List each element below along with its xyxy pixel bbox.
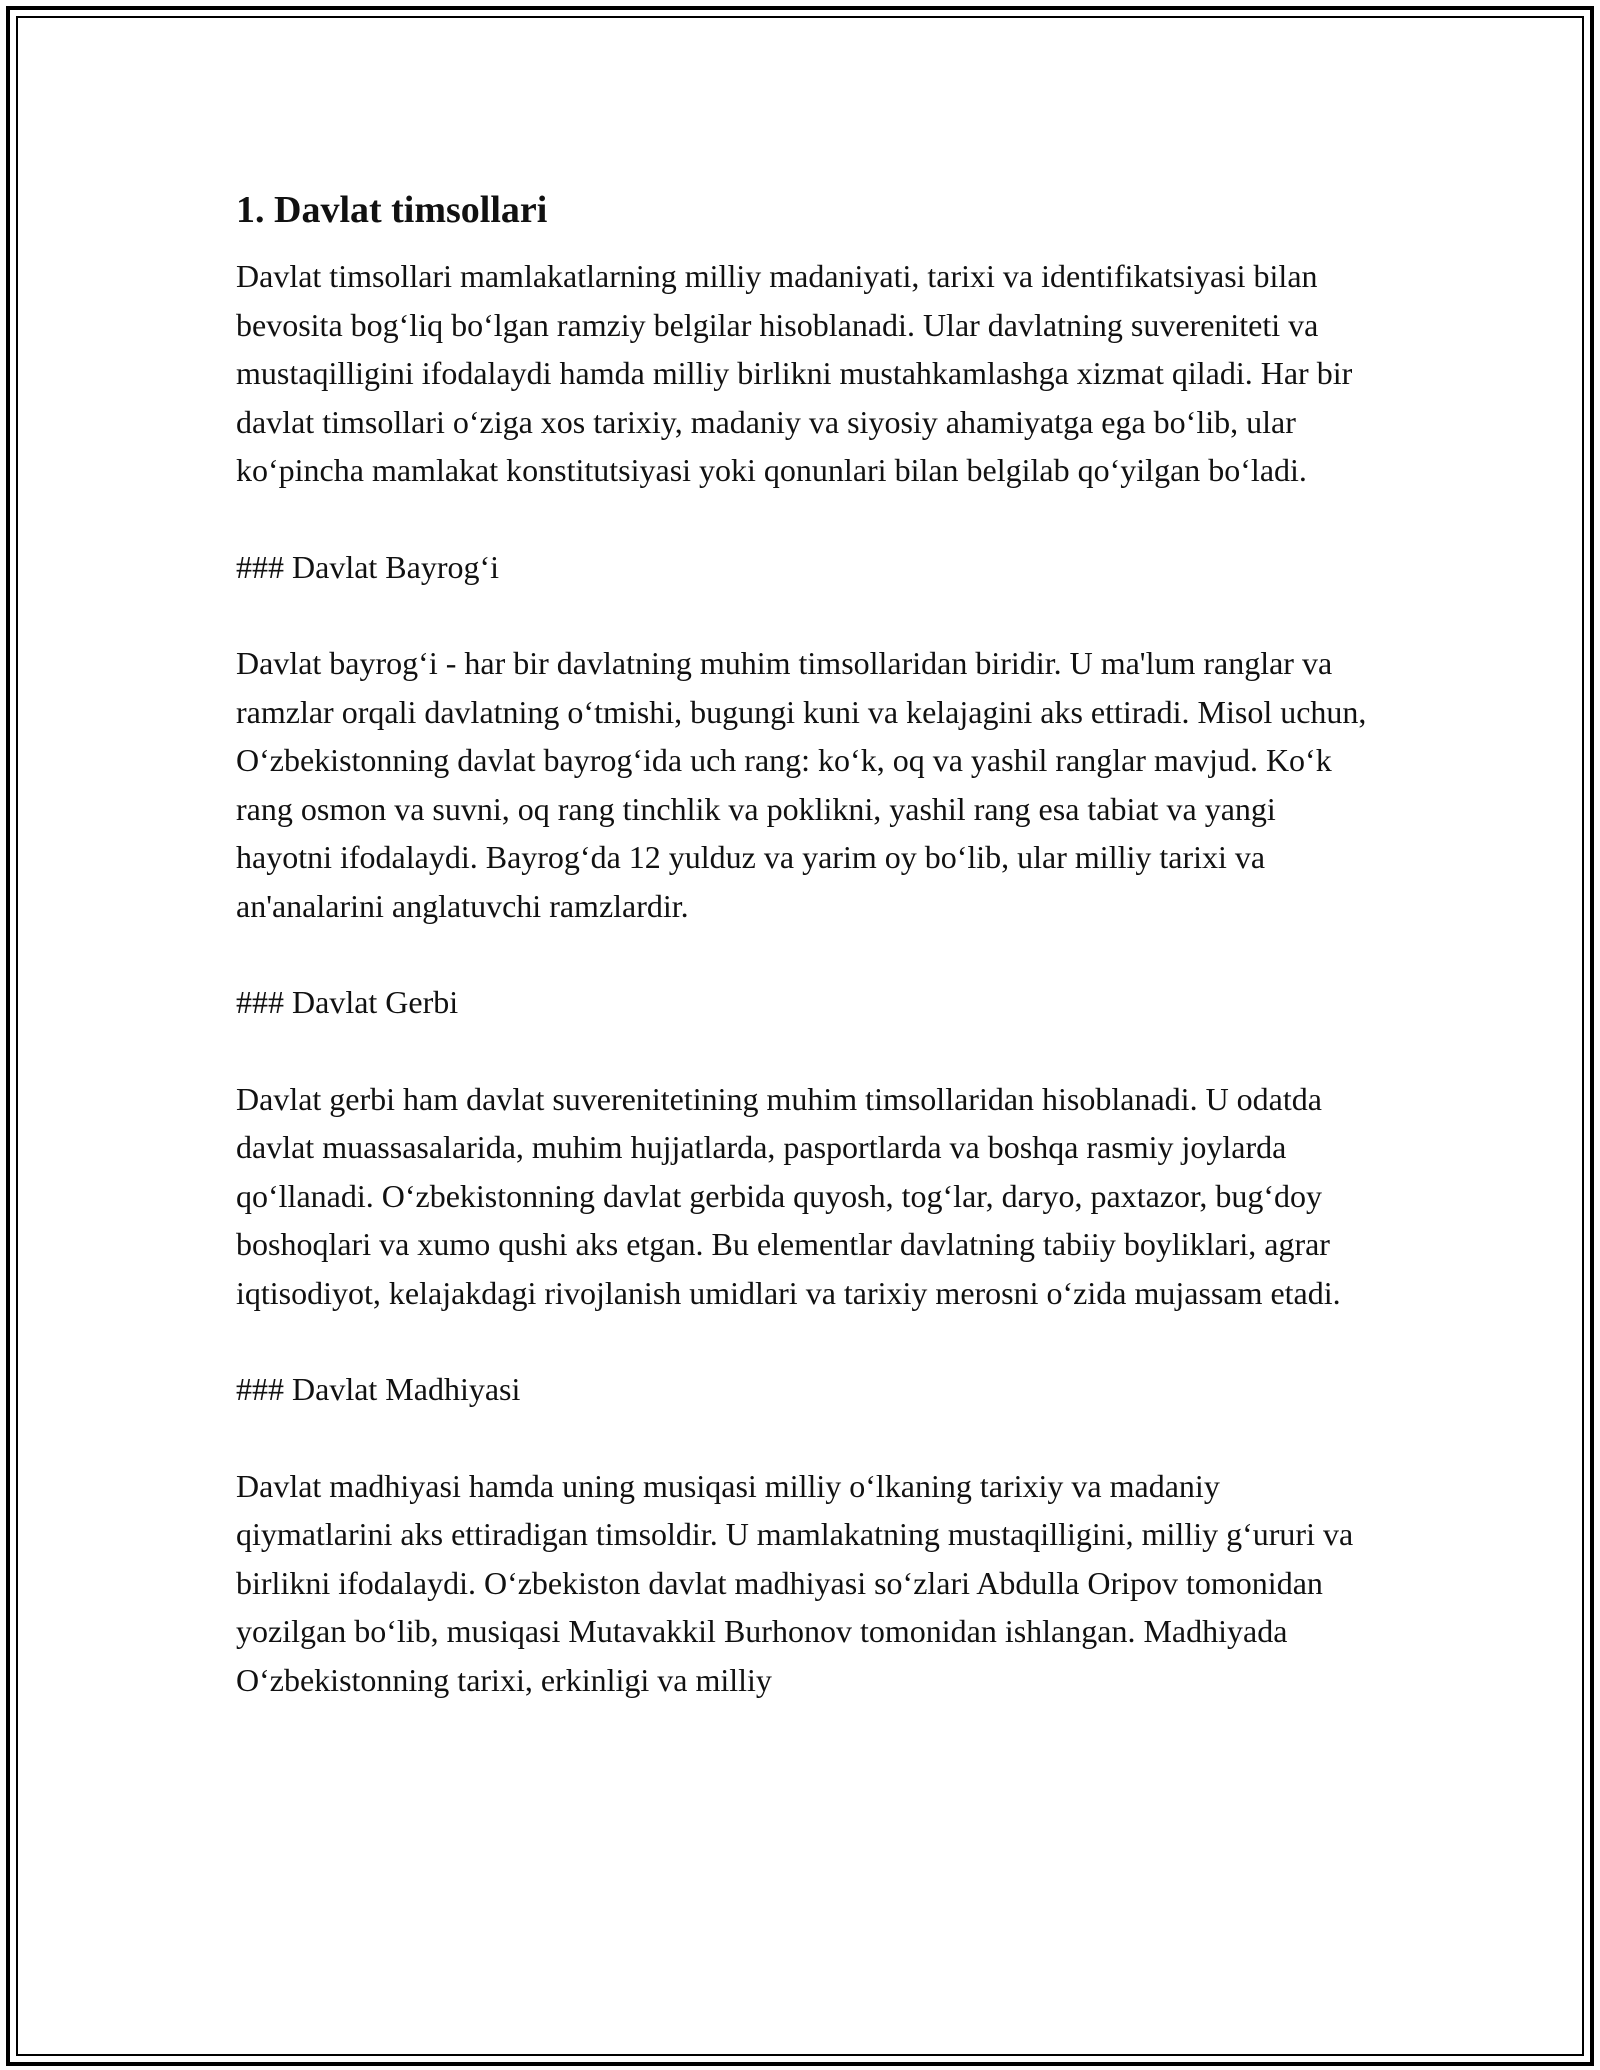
section-heading-bayroq: ### Davlat Bayrog‘i <box>236 548 500 585</box>
document-content <box>236 186 1376 1752</box>
section-heading-madhiya: ### Davlat Madhiyasi <box>236 1371 521 1407</box>
intro-paragraph: Davlat timsollari mamlakatlarning milliy madaniyati, tarixi va identifikatsiyasi bilan bevosita bog‘liq bo‘lgan ramziy belgilar hisoblanadi. Ular davlatning suvereniteti va mustaqilligini ifodalaydi hamda milliy birlikni mustahkamlashga xizmat qiladi. Har bir davlat timsollari o‘ziga xos tarixiy, madaniy va siyosiy ahamiyatga ega bo‘lib, ular ko‘pincha mamlakat konstitutsiyasi yoki qonunlari bilan belgilab qo‘yilgan bo‘ladi. <box>236 258 1353 488</box>
section-body-bayroq: Davlat bayrog‘i - har bir davlatning muhim timsollaridan biridir. U ma'lum ranglar va ramzlar orqali davlatning o‘tmishi, bugungi kuni va kelajagini aks ettiradi. Misol uchun, O‘zbekistonning davlat bayrog‘ida uch rang: ko‘k, oq va yashil ranglar mavjud. Ko‘k rang osmon va suvni, oq rang tinchlik va poklikni, yashil rang esa tabiat va yangi hayotni ifodalaydi. Bayrog‘da 12 yulduz va yarim oy bo‘lib, ular milliy tarixi va an'analarini anglatuvchi ramzlardir. <box>236 645 1367 924</box>
section-body-madhiya: Davlat madhiyasi hamda uning musiqasi milliy o‘lkaning tarixiy va madaniy qiymatlarini aks ettiradigan timsoldir. U mamlakatning mustaqilligini, milliy g‘ururi va birlikni ifodalaydi. O‘zbekiston davlat madhiyasi so‘zlari Abdulla Oripov tomonidan yozilgan bo‘lib, musiqasi Mutavakkil Burhonov tomonidan ishlangan. Madhiyada O‘zbekistonning tarixi, erkinligi va milliy <box>236 1467 1354 1698</box>
section-heading-gerb: ### Davlat Gerbi <box>236 984 459 1020</box>
page-title: 1. Davlat timsollari <box>236 189 548 231</box>
section-body-gerb: Davlat gerbi ham davlat suverenitetining muhim timsollaridan hisoblanadi. U odatda davlat muassasalarida, muhim hujjatlarda, pasportlarda va boshqa rasmiy joylarda qo‘llanadi. O‘zbekistonning davlat gerbida quyosh, tog‘lar, daryo, paxtazor, bug‘doy boshoqlari va xumo qushi aks etgan. Bu elementlar davlatning tabiiy boyliklari, agrar iqtisodiyot, kelajakdagi rivojlanish umidlari va tarixiy merosni o‘zida mujassam etadi. <box>236 1080 1341 1311</box>
